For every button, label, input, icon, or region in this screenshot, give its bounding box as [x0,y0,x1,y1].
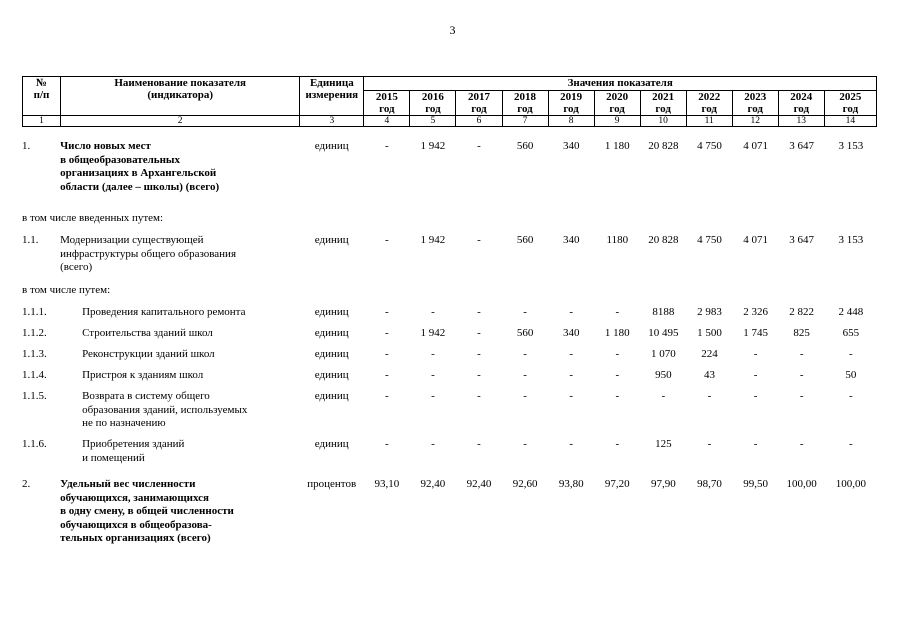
indicator-value: 340 [562,234,580,246]
subheading-row [22,284,877,306]
indicator-value: - [431,348,435,360]
indicator-value: - [523,369,527,381]
indicator-value: - [384,327,389,339]
indicator-value: 560 [516,327,534,339]
indicator-value: 1 180 [604,140,630,152]
unit-of-measure: единиц [314,234,349,246]
indicator-value: 655 [842,327,860,339]
indicator-value: 3 647 [789,234,815,246]
indicator-table-header [22,76,877,127]
indicator-value: - [384,234,389,246]
indicator-value: 3 647 [789,140,815,152]
indicator-value: 93,10 [374,478,400,490]
indicator-value: - [477,369,481,381]
indicator-value: 8188 [652,306,675,318]
indicator-value: - [615,348,620,360]
row-number: 1.1.2. [22,327,47,339]
indicator-value: - [799,438,804,450]
indicator-name: Приобретения зданий и помещений [82,438,185,464]
indicator-value: - [477,234,481,246]
column-header-values: Значения показателя [364,77,877,91]
row-number: 1.1.1. [22,306,47,318]
indicator-value: - [753,348,758,360]
indicator-value: - [849,348,853,360]
indicator-value: - [753,438,758,450]
column-number-cell: 13 [778,116,824,127]
indicator-value: - [799,348,804,360]
indicator-value: 1 500 [697,327,722,339]
row-number: 1. [22,140,31,152]
column-number-cell: 10 [640,116,686,127]
indicator-value: 2 326 [743,306,768,318]
indicator-value: - [477,306,481,318]
indicator-value: - [431,306,435,318]
indicator-value: - [384,348,389,360]
indicator-table-body [22,140,877,558]
indicator-name: Удельный вес численности обучающихся, занимающихся в одну смену, в общей численности обучающихся в общеобразова- тельных организациях (всего) [60,478,234,544]
indicator-value: - [569,438,574,450]
indicator-value: 825 [793,327,810,339]
indicator-value: - [477,140,481,152]
indicator-name: Реконструкции зданий школ [82,348,215,360]
indicator-value: 1 180 [604,327,630,339]
table-row [22,369,877,390]
table-row [22,234,877,284]
unit-of-measure: единиц [314,390,349,402]
indicator-name: Строительства зданий школ [82,327,213,339]
unit-of-measure: процентов [307,478,357,490]
indicator-value: 100,00 [835,478,866,490]
column-header-year: 2025 год [824,91,876,116]
column-number-cell: 2 [61,116,300,127]
unit-of-measure: единиц [314,327,349,339]
indicator-value: - [431,390,435,402]
column-header-year: 2015 год [364,91,410,116]
indicator-value: 3 153 [838,234,864,246]
table-row [22,478,877,558]
column-number-cell: 14 [824,116,876,127]
column-number-cell: 12 [732,116,778,127]
row-number: 1.1.4. [22,369,47,381]
indicator-value: - [431,369,435,381]
indicator-value: 340 [562,327,580,339]
subheading-text: в том числе введенных путем: [22,212,164,224]
indicator-value: - [477,438,481,450]
subheading-row [22,212,877,234]
indicator-value: - [849,438,853,450]
subheading-text: в том числе путем: [22,284,111,296]
column-header-year: 2024 год [778,91,824,116]
indicator-value: - [615,390,620,402]
indicator-value: 43 [703,369,715,381]
column-number-cell: 11 [686,116,732,127]
row-number: 1.1.5. [22,390,47,402]
unit-of-measure: единиц [314,369,349,381]
indicator-value: - [384,306,389,318]
column-number-cell: 4 [364,116,410,127]
row-number: 2. [22,478,31,490]
indicator-value: 340 [562,140,580,152]
indicator-value: 1 070 [651,348,676,360]
indicator-value: 4 750 [697,140,722,152]
indicator-value: 99,50 [743,478,768,490]
indicator-name: Пристроя к зданиям школ [82,369,204,381]
indicator-value: 92,60 [512,478,538,490]
indicator-value: 93,80 [558,478,584,490]
table-row [22,438,877,478]
table-row [22,140,877,212]
indicator-name: Число новых мест в общеобразовательных организациях в Архангельской области (далее – школы) (всего) [60,140,220,193]
indicator-value: 4 071 [743,140,768,152]
indicator-value: - [384,438,389,450]
indicator-value: - [384,390,389,402]
table-row [22,306,877,327]
indicator-value: 2 822 [789,306,815,318]
indicator-value: - [615,306,620,318]
indicator-value: 92,40 [420,478,446,490]
indicator-value: 2 448 [838,306,864,318]
table-row [22,327,877,348]
column-header-year: 2023 год [732,91,778,116]
column-header-year: 2018 год [502,91,548,116]
indicator-value: - [569,390,574,402]
indicator-value: - [384,369,389,381]
indicator-value: - [569,306,574,318]
column-number-cell: 3 [300,116,364,127]
indicator-value: - [477,348,481,360]
column-header-year: 2016 год [410,91,456,116]
table-row [22,348,877,369]
column-number-cell: 8 [548,116,594,127]
indicator-value: 1 745 [743,327,768,339]
indicator-value: 4 071 [743,234,768,246]
column-number-cell: 6 [456,116,502,127]
indicator-value: 1 942 [420,234,446,246]
indicator-value: 10 495 [648,327,679,339]
indicator-value: 3 153 [838,140,864,152]
indicator-value: 97,90 [651,478,676,490]
indicator-value: - [477,390,481,402]
indicator-value: 2 983 [697,306,722,318]
column-header-year: 2021 год [640,91,686,116]
indicator-value: - [849,390,853,402]
indicator-value: - [431,438,435,450]
indicator-value: - [523,348,527,360]
indicator-value: - [615,438,620,450]
indicator-value: 92,40 [466,478,492,490]
indicator-name: Модернизации существующей инфраструктуры общего образования (всего) [60,234,237,273]
column-header-year: 2019 год [548,91,594,116]
column-header-unit: Единица измерения [300,77,364,116]
indicator-value: 97,20 [604,478,630,490]
row-number: 1.1. [22,234,39,246]
indicator-name: Возврата в систему общего образования зданий, используемых не по назначению [82,390,248,429]
indicator-value: 20 828 [648,234,679,246]
indicator-value: 224 [701,348,718,360]
column-header-indicator-name: Наименование показателя (индикатора) [61,77,300,116]
indicator-value: - [707,438,712,450]
indicator-value: - [523,390,527,402]
page-number: 3 [449,23,456,37]
column-number-cell: 7 [502,116,548,127]
indicator-value: 100,00 [786,478,817,490]
unit-of-measure: единиц [314,140,349,152]
indicator-value: - [615,369,620,381]
indicator-value: 950 [655,369,672,381]
indicator-value: 4 750 [697,234,722,246]
indicator-value: - [753,369,758,381]
indicator-value: 98,70 [697,478,722,490]
indicator-name: Проведения капитального ремонта [82,306,246,318]
table-row [22,390,877,438]
indicator-value: - [384,140,389,152]
indicator-value: 125 [655,438,672,450]
indicator-value: 50 [845,369,857,381]
indicator-value: - [569,348,574,360]
indicator-value: 560 [516,140,534,152]
indicator-value: - [569,369,574,381]
unit-of-measure: единиц [314,438,349,450]
indicator-value: 1180 [606,234,629,246]
indicator-value: 1 942 [420,327,446,339]
indicator-value: - [799,369,804,381]
indicator-value: - [523,438,527,450]
indicator-value: 560 [516,234,534,246]
column-number-cell: 1 [23,116,61,127]
indicator-value: - [523,306,527,318]
indicator-value: - [477,327,481,339]
column-header-year: 2020 год [594,91,640,116]
indicator-value: - [661,390,666,402]
unit-of-measure: единиц [314,306,349,318]
indicator-value: - [753,390,758,402]
row-number: 1.1.3. [22,348,47,360]
indicator-value: 20 828 [648,140,679,152]
unit-of-measure: единиц [314,348,349,360]
indicator-value: - [799,390,804,402]
column-header-year: 2022 год [686,91,732,116]
indicator-value: - [707,390,712,402]
column-header-year: 2017 год [456,91,502,116]
row-number: 1.1.6. [22,438,47,450]
column-header-number: № п/п [23,77,61,116]
column-number-cell: 5 [410,116,456,127]
column-number-cell: 9 [594,116,640,127]
indicator-value: 1 942 [420,140,446,152]
